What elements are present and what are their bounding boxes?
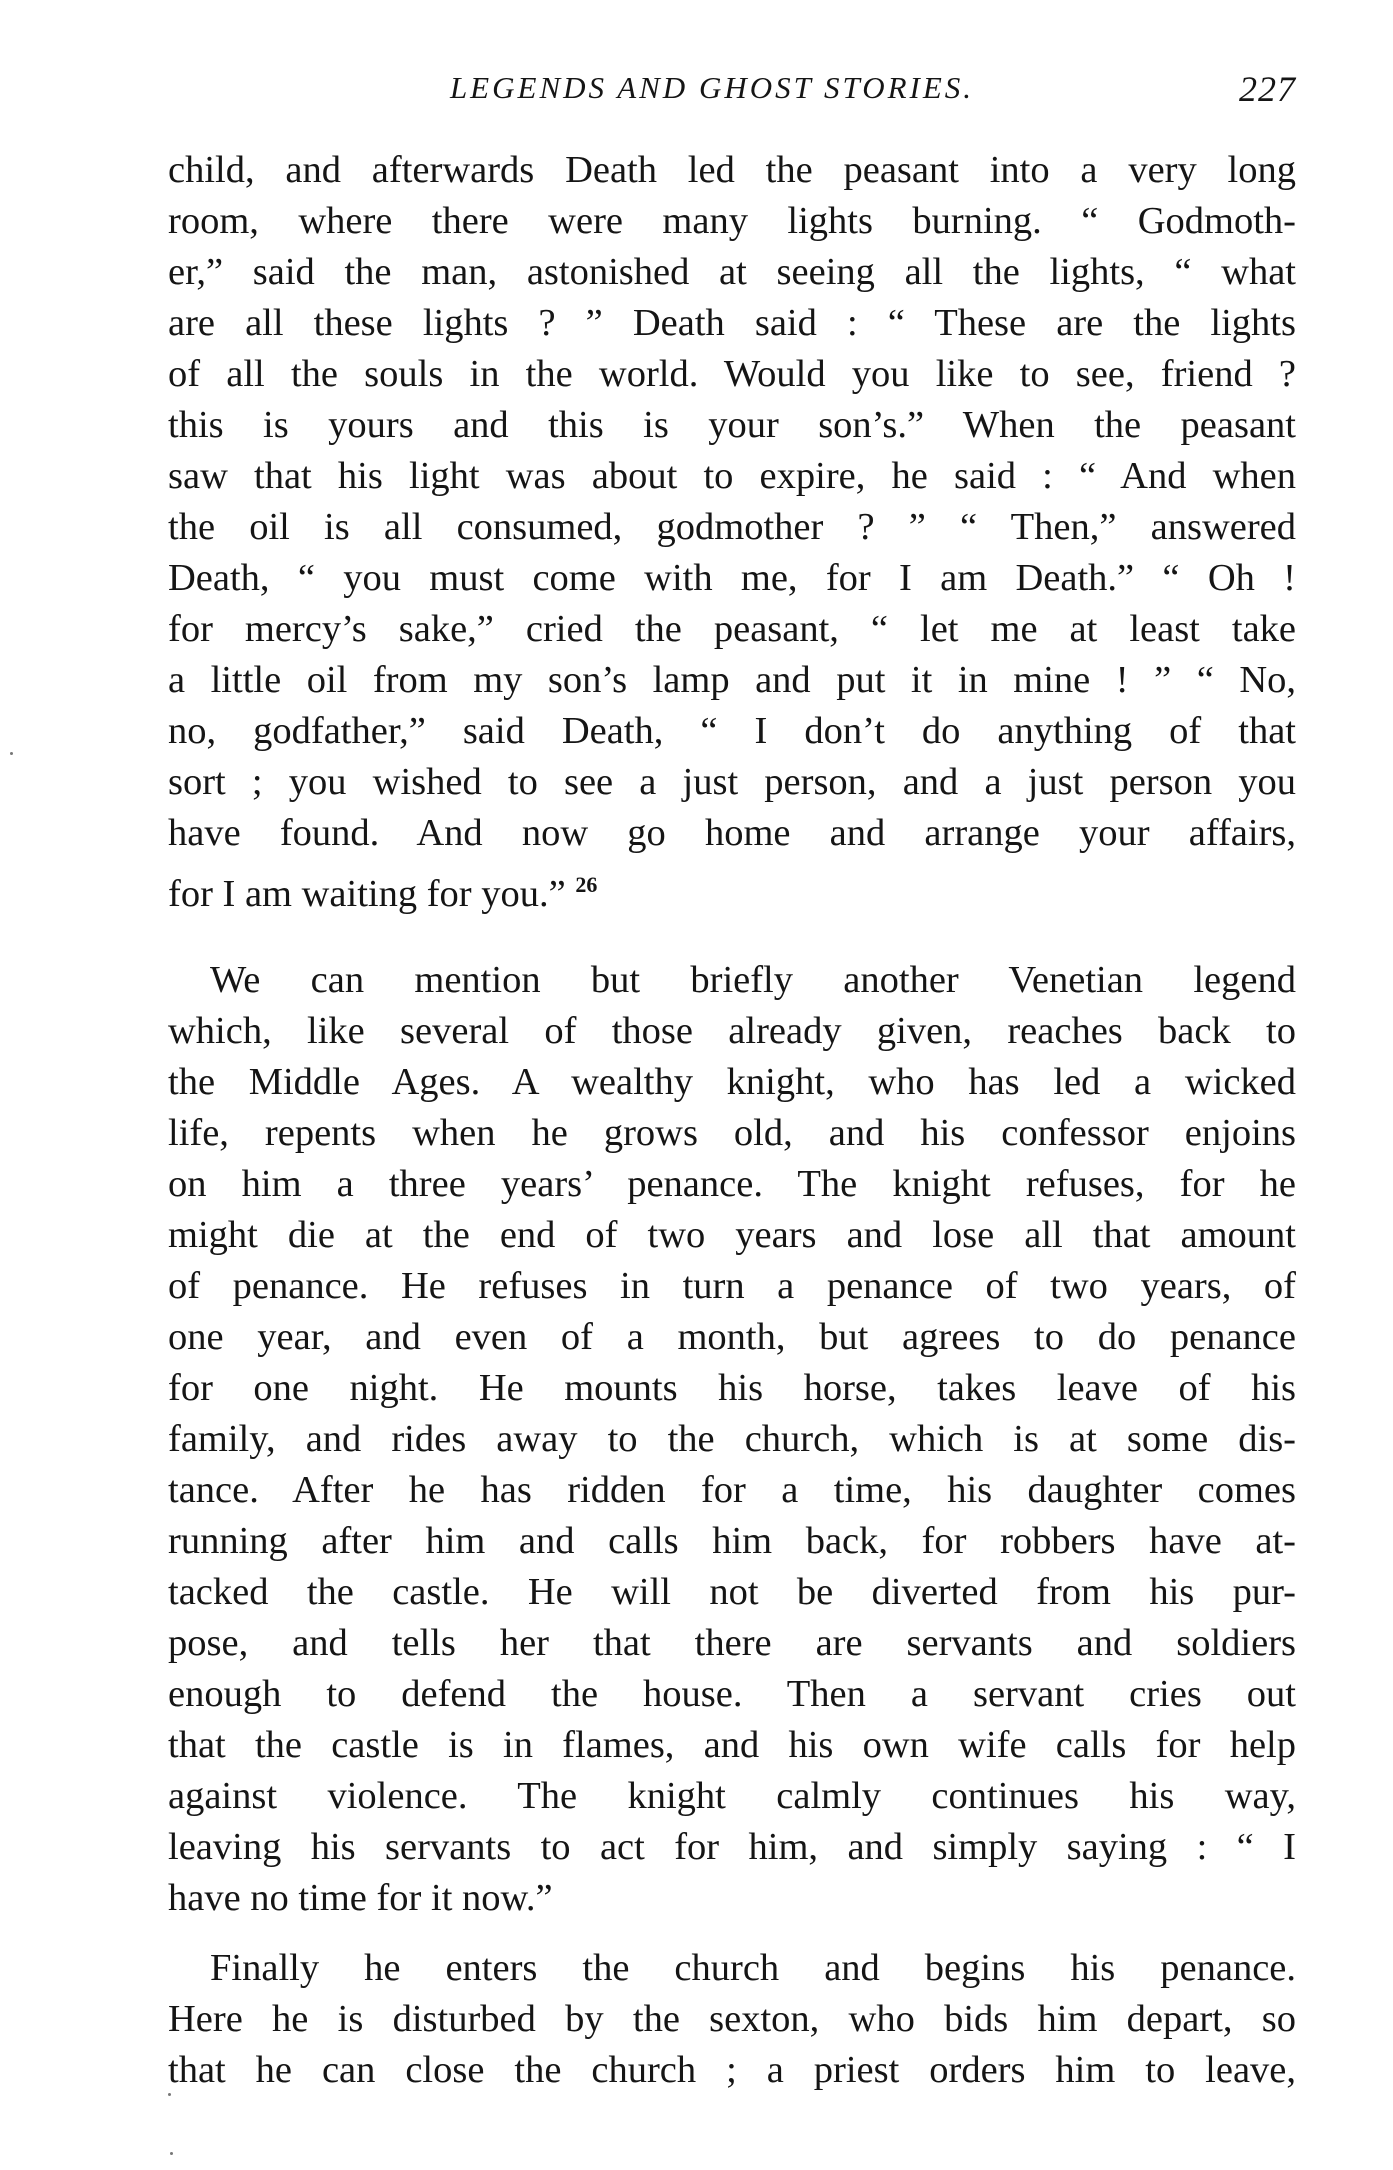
paragraph-2	[168, 955, 1296, 1924]
text-line: no, godfather,” said Death, “ I don’t do anything of that	[168, 710, 1296, 752]
text-line: saw that his light was about to expire, he said : “ And when	[168, 455, 1296, 497]
text-line: er,” said the man, astonished at seeing all the lights, “ what	[168, 251, 1296, 293]
text-line: tacked the castle. He will not be diverted from his pur-	[168, 1571, 1296, 1613]
text-line: the Middle Ages. A wealthy knight, who has led a wicked	[168, 1061, 1296, 1103]
running-head	[168, 70, 1296, 120]
text-line-last: have no time for it now.”	[168, 1877, 553, 1919]
text-line-last	[168, 859, 1296, 915]
text-line: Death, “ you must come with me, for I am Death.” “ Oh !	[168, 557, 1296, 599]
page-number: 227	[1239, 69, 1296, 109]
text-line: which, like several of those already given, reaches back to	[168, 1010, 1296, 1052]
text-line: sort ; you wished to see a just person, and a just person you	[168, 761, 1296, 803]
text-line: enough to defend the house. Then a servant cries out	[168, 1673, 1296, 1715]
paragraph-3	[168, 1943, 1296, 2096]
text-line: on him a three years’ penance. The knight refuses, for he	[168, 1163, 1296, 1205]
text-line: have found. And now go home and arrange your affairs,	[168, 812, 1296, 854]
paper-speck	[168, 2093, 171, 2096]
text-line: against violence. The knight calmly continues his way,	[168, 1775, 1296, 1817]
text-line: of all the souls in the world. Would you like to see, friend ?	[168, 353, 1296, 395]
text-line: tance. After he has ridden for a time, his daughter comes	[168, 1469, 1296, 1511]
text-line: running after him and calls him back, for robbers have at-	[168, 1520, 1296, 1562]
text-line: that he can close the church ; a priest orders him to leave,	[168, 2049, 1296, 2091]
text-line: pose, and tells her that there are servants and soldiers	[168, 1622, 1296, 1664]
text-line: one year, and even of a month, but agrees to do penance	[168, 1316, 1296, 1358]
text-line: family, and rides away to the church, which is at some dis-	[168, 1418, 1296, 1460]
footnote-reference: 26	[575, 872, 598, 897]
text-line: for mercy’s sake,” cried the peasant, “ let me at least take	[168, 608, 1296, 650]
text-line: of penance. He refuses in turn a penance of two years, of	[168, 1265, 1296, 1307]
text-line: leaving his servants to act for him, and simply saying : “ I	[168, 1826, 1296, 1868]
text-line: Here he is disturbed by the sexton, who bids him depart, so	[168, 1998, 1296, 2040]
paper-speck	[10, 752, 13, 755]
text-line: life, repents when he grows old, and his confessor enjoins	[168, 1112, 1296, 1154]
text-line: are all these lights ? ” Death said : “ These are the lights	[168, 302, 1296, 344]
text-line: this is yours and this is your son’s.” When the peasant	[168, 404, 1296, 446]
text-line: the oil is all consumed, godmother ? ” “ Then,” answered	[168, 506, 1296, 548]
paper-speck	[170, 2152, 173, 2155]
text-line: Finally he enters the church and begins his penance.	[210, 1947, 1296, 1989]
text-line: a little oil from my son’s lamp and put it in mine ! ” “ No,	[168, 659, 1296, 701]
text-line: might die at the end of two years and lose all that amount	[168, 1214, 1296, 1256]
text-line: We can mention but briefly another Venetian legend	[210, 959, 1296, 1001]
text-line: room, where there were many lights burning. “ Godmoth-	[168, 200, 1296, 242]
text-line-content: for I am waiting for you.”	[168, 873, 566, 915]
text-line: for one night. He mounts his horse, takes leave of his	[168, 1367, 1296, 1409]
paragraph-1	[168, 145, 1296, 915]
text-line: child, and afterwards Death led the peasant into a very long	[168, 149, 1296, 191]
text-line: that the castle is in flames, and his own wife calls for help	[168, 1724, 1296, 1766]
running-title: LEGENDS AND GHOST STORIES.	[449, 70, 975, 105]
